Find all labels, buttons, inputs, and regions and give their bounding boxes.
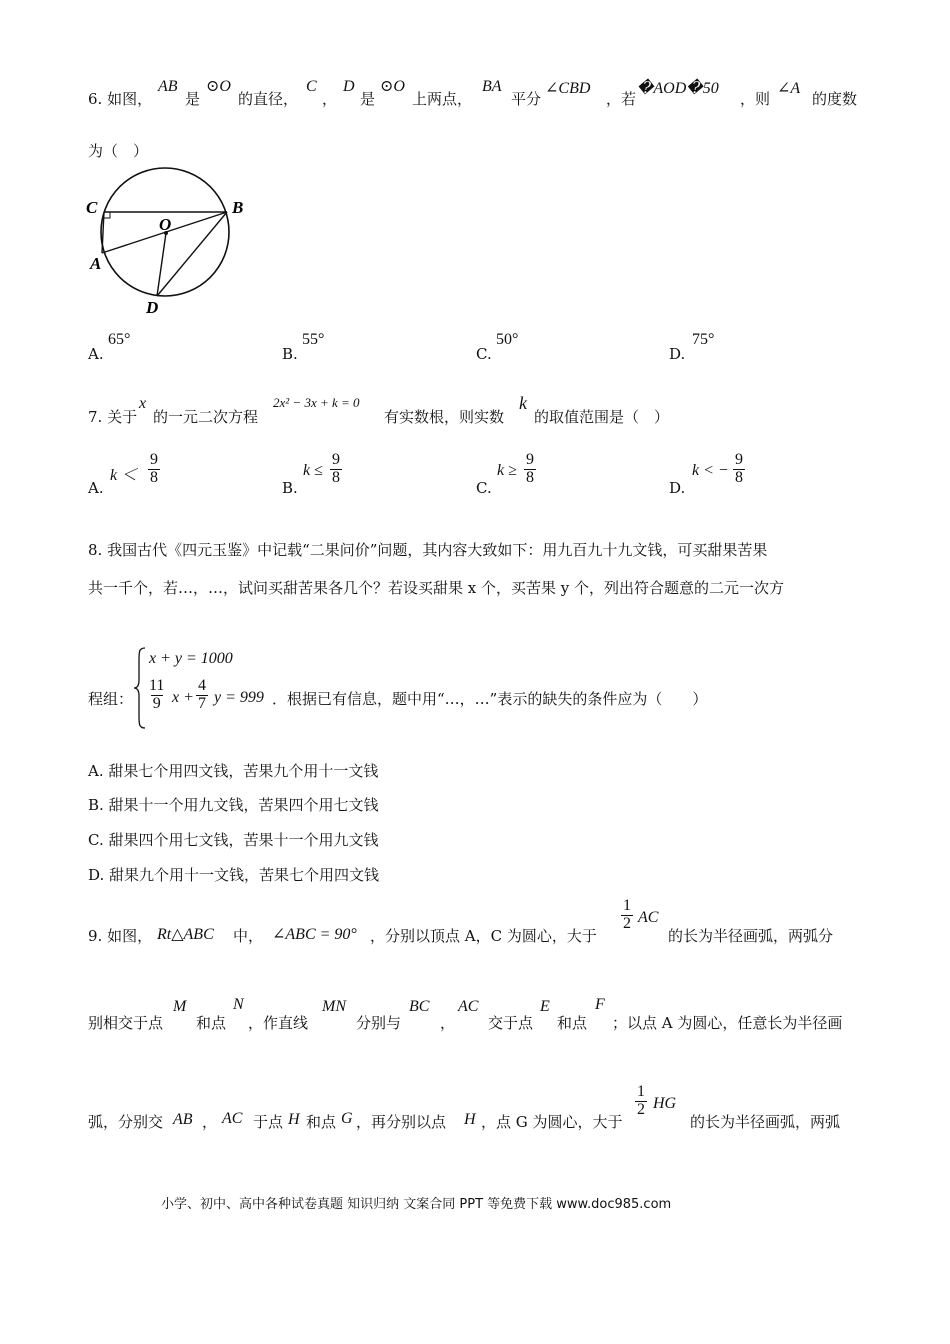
q6-math-ab: AB [158, 78, 178, 95]
q9-l3-e: ，再分别以点 [356, 1113, 447, 1131]
q7-option-a-fraction [148, 452, 160, 487]
q6-math-circle-o: ⊙O [206, 78, 231, 95]
q8-eq2-den1: 9 [152, 694, 161, 712]
q8-line1: 8. 我国古代《四元玉鉴》中记载“二果问价”问题，其内容大致如下：用九百九十九文钱，可买甜果苦果 [88, 541, 768, 559]
q9-l3-num: 1 [637, 1083, 645, 1100]
q9-l3-d: 和点 [306, 1113, 337, 1131]
q8-eq2-den2: 7 [198, 694, 206, 712]
q8-eq1: x + y = 1000 [149, 650, 233, 667]
q7-option-b-num: 9 [332, 451, 340, 468]
q6-option-a-letter[interactable]: A. [88, 345, 104, 363]
q7-option-c-lhs: k ≥ [497, 462, 517, 479]
q7-option-d-num: 9 [735, 451, 743, 468]
q6-option-d-value: 75° [692, 331, 715, 348]
q9-l3-h2: H [464, 1111, 476, 1128]
q6-figure-label-c: C [86, 198, 98, 217]
q6-text-2: 是 [185, 90, 201, 108]
q9-l2-h: ；以点 A 为圆心，任意长为半径画 [612, 1014, 843, 1032]
q9-l3-den: 2 [637, 1100, 645, 1118]
q8-eq2-frac2 [196, 678, 208, 713]
q9-l1-rt: Rt△ABC [157, 926, 214, 943]
q9-l3-hg: HG [653, 1095, 677, 1112]
q6-math-angle-a: ∠A [777, 80, 801, 97]
q7-var-k: k [519, 393, 527, 413]
q9-l3-ac: AC [222, 1110, 243, 1127]
q6-text-4: ， [322, 90, 338, 108]
q8-option-c[interactable]: C. 甜果四个用七文钱，苦果十一个用九文钱 [88, 831, 379, 849]
q6-text-8: ，若 [606, 90, 637, 108]
q9-l2-bc: BC [409, 998, 430, 1015]
q7-prefix: 7. 关于 [88, 408, 138, 426]
q9-l1-a: 9. 如图， [88, 927, 153, 945]
q7-option-b-den: 8 [332, 468, 340, 486]
q9-l3-ab: AB [173, 1111, 193, 1128]
q9-l1-fraction [621, 898, 633, 933]
page-footer: 小学、初中、高中各种试卷真题 知识归纳 文案合同 PPT 等免费下载 www.doc985.com [161, 1197, 672, 1212]
q8-option-a[interactable]: A. 甜果七个用四文钱，苦果九个用十一文钱 [88, 762, 379, 780]
q6-text-9: ，则 [740, 90, 771, 108]
q8-eq2-tail: y = 999 [214, 689, 264, 706]
q7-option-b-lhs: k ≤ [303, 462, 323, 479]
q9-l1-b: 中， [233, 927, 264, 945]
q9-l1-d: 的长为半径画弧，两弧分 [668, 927, 834, 945]
q9-l2-d: 分别与 [356, 1014, 402, 1032]
q7-option-c-den: 8 [526, 468, 534, 486]
q6-figure-label-b: B [232, 198, 244, 217]
q9-l2-n: N [233, 996, 244, 1013]
q7-mid: 的一元二次方程 [153, 408, 259, 426]
q7-option-c-fraction [524, 452, 536, 487]
q6-math-d: D [343, 78, 355, 95]
q9-l3-c: 于点 [253, 1113, 284, 1131]
q8-sys-label: 程组： [88, 690, 134, 708]
q8-brace-icon [133, 646, 147, 730]
q6-text-6: 上两点， [412, 90, 473, 108]
q6-option-d-letter[interactable]: D. [669, 345, 686, 363]
q7-option-a-num: 9 [150, 451, 158, 468]
q6-line2: 为（ ） [88, 142, 149, 160]
q6-figure-label-o: O [159, 215, 172, 234]
q8-option-b[interactable]: B. 甜果十一个用九文钱，苦果四个用七文钱 [88, 796, 379, 814]
q7-option-b-fraction [330, 452, 342, 487]
q7-option-d-letter[interactable]: D. [669, 479, 686, 497]
q9-l2-mn: MN [322, 998, 346, 1015]
q7-option-a-lhs: k ＜ [110, 467, 138, 484]
q9-l3-g-text: 的长为半径画弧，两弧 [690, 1113, 841, 1131]
q9-l1-den: 2 [623, 914, 631, 932]
q9-l3-b: ， [202, 1113, 218, 1131]
q9-l1-c: ，分别以顶点 A，C 为圆心，大于 [370, 927, 597, 945]
q6-option-b-letter[interactable]: B. [282, 345, 298, 363]
q6-math-circle-o-2: ⊙O [380, 78, 405, 95]
q9-l2-a: 别相交于点 [88, 1014, 164, 1032]
q9-l3-h: H [288, 1111, 300, 1128]
q7-equation: 2x² − 3x + k = 0 [273, 395, 360, 410]
q7-mid2: 有实数根，则实数 [384, 408, 505, 426]
q7-option-b-letter[interactable]: B. [282, 479, 298, 497]
q9-l3-a: 弧，分别交 [88, 1113, 164, 1131]
q6-math-ba: BA [482, 78, 502, 95]
q9-l2-f-point: F [595, 996, 605, 1013]
q7-option-d-fraction [733, 452, 745, 487]
q7-var-x: x [139, 395, 147, 412]
q9-l2-c: ，作直线 [248, 1014, 309, 1032]
q9-l1-ac: AC [638, 909, 659, 926]
q8-eq2-num1: 11 [149, 677, 165, 694]
q6-option-c-value: 50° [496, 331, 519, 348]
q9-l2-g: 和点 [557, 1014, 588, 1032]
q7-option-d-den: 8 [735, 468, 743, 486]
q6-figure-label-a: A [90, 254, 102, 273]
q9-l1-angle: ∠ABC = 90° [272, 926, 357, 943]
q8-option-d[interactable]: D. 甜果九个用十一文钱，苦果七个用四文钱 [88, 866, 380, 884]
q7-option-c-letter[interactable]: C. [476, 479, 492, 497]
q9-l2-e-point: E [540, 998, 550, 1015]
q6-text-1: 6. 如图， [88, 90, 153, 108]
q9-l2-m: M [173, 998, 187, 1015]
q9-l3-fraction [635, 1084, 647, 1119]
q9-l2-b: 和点 [196, 1014, 227, 1032]
q6-text-10: 的度数 [812, 90, 858, 108]
q9-l3-g: G [341, 1110, 353, 1127]
q8-eq2-frac1 [147, 678, 166, 713]
q6-math-c: C [306, 78, 317, 95]
q6-text-3: 的直径， [238, 90, 299, 108]
q6-figure [80, 165, 260, 320]
q8-line2: 共一千个，若…，…，试问买甜苦果各几个？若设买甜果 x 个，买苦果 y 个，列出符合题意的二元一次方 [88, 579, 785, 597]
q8-eq2-mid: x + [172, 689, 194, 706]
q6-math-aod: �AOD�50 [637, 80, 719, 97]
q6-text-7: 平分 [511, 90, 542, 108]
q6-option-c-letter[interactable]: C. [476, 345, 492, 363]
q7-option-a-den: 8 [150, 468, 158, 486]
q7-option-d-lhs: k < − [692, 462, 729, 479]
q6-text-5: 是 [360, 90, 376, 108]
q6-figure-label-d: D [146, 298, 159, 317]
q6-math-angle-cbd: ∠CBD [545, 80, 591, 97]
q8-eq2-num2: 4 [198, 677, 206, 694]
q6-option-b-value: 55° [302, 331, 325, 348]
q6-figure-right-angle-mark [104, 212, 110, 218]
q7-suffix: 的取值范围是（ ） [534, 408, 670, 426]
q8-after: ．根据已有信息，题中用“…，…”表示的缺失的条件应为（ ） [272, 690, 708, 708]
q9-l2-f: 交于点 [488, 1014, 534, 1032]
q7-option-c-num: 9 [526, 451, 534, 468]
q9-l2-e: ， [440, 1014, 456, 1032]
q6-option-a-value: 65° [108, 331, 131, 348]
q9-l3-f: ，点 G 为圆心，大于 [481, 1113, 623, 1131]
q9-l2-ac: AC [458, 998, 479, 1015]
q7-option-a-letter[interactable]: A. [88, 479, 104, 497]
q9-l1-num: 1 [623, 897, 631, 914]
